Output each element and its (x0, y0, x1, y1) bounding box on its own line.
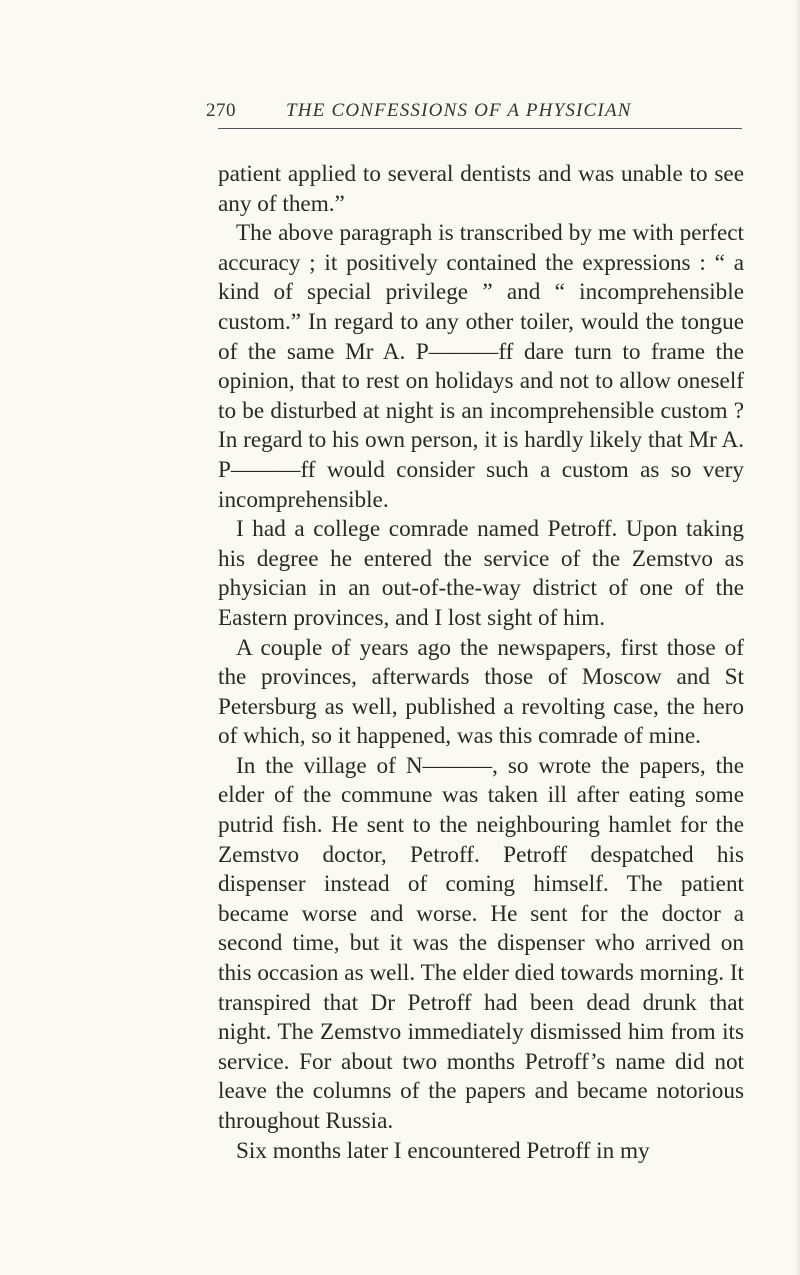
page-edge-shadow (794, 0, 800, 1275)
paragraph: patient applied to several dentists and was unable to see any of them.” (218, 161, 744, 217)
paragraph: A couple of years ago the newspapers, first those of the provinces, afterwards those of Moscow and St Petersburg as well, published a revolting case, the hero of which, so it happened, was this comrade of mine. (218, 634, 744, 750)
page-number: 270 (206, 100, 236, 121)
page-header (206, 100, 742, 130)
body-text (218, 160, 744, 1166)
header-rule (218, 128, 742, 129)
running-title: THE CONFESSIONS OF A PHYSICIAN (286, 100, 632, 121)
paragraph: In the village of N———, so wrote the papers, the elder of the commune was taken ill after eating some putrid fish. He sent to the neighbouring hamlet for the Zemstvo doctor, Petroff. Petroff despatched his dispenser instead of coming himself. The patient became worse and worse. He sent for the doctor a second time, but it was the dispenser who arrived on this occasion as well. The elder died towards morning. It transpired that Dr Petroff had been dead drunk that night. The Zemstvo immediately dismissed him from its service. For about two months Petroff’s name did not leave the columns of the papers and became notorious throughout Russia. (218, 752, 744, 1134)
paragraph: The above paragraph is transcribed by me with perfect accuracy ; it positively contained the expressions : “ a kind of special privilege ” and “ incomprehensible custom.” In regard to any other toiler, would the tongue of the same Mr A. P———ff dare turn to frame the opinion, that to rest on holidays and not to allow oneself to be disturbed at night is an incomprehensible custom ? In regard to his own person, it is hardly likely that Mr A. P———ff would consider such a custom as so very incomprehensible. (218, 220, 744, 513)
paragraph: Six months later I encountered Petroff in my (236, 1137, 650, 1164)
paragraph: I had a college comrade named Petroff. Upon taking his degree he entered the service of the Zemstvo as physician in an out-of-the-way district of one of the Eastern provinces, and I lost sight of him. (218, 516, 744, 631)
